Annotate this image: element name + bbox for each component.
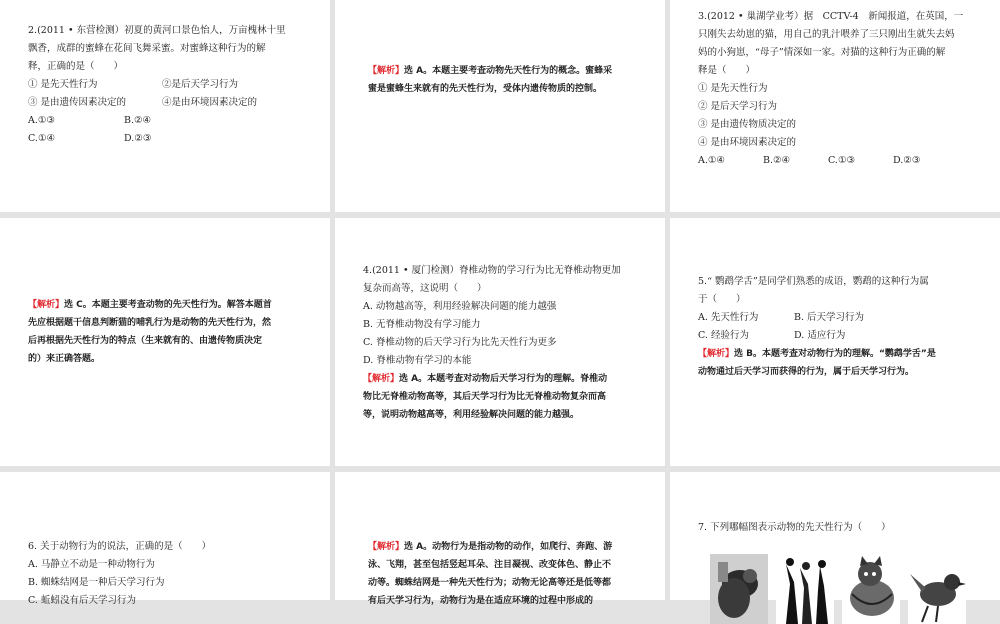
q4-line: 4.(2011 • 厦门检测）脊椎动物的学习行为比无脊椎动物更加 [363,265,621,276]
answer-line: 动物通过后天学习而获得的行为，属于后天学习行为。 [698,367,915,377]
answer-line: 物比无脊椎动物高等，其后天学习行为比无脊椎动物复杂而高 [363,392,607,402]
answer-line: 蜜是蜜蜂生来就有的先天性行为，受体内遗传物质的控制。 [368,84,603,94]
q2-line: 释，正确的是（ ） [28,61,124,72]
slide-question-3[interactable] [670,0,1000,212]
q2-option-row [28,94,286,112]
q4-option: B. 无脊椎动物没有学习能力 [363,319,481,330]
analysis-tag: 【解析】 [368,542,405,552]
answer-line [368,538,612,556]
q2-option: ④是由环境因素决定的 [162,97,258,108]
question-7-text [698,519,891,537]
q6-option: C. 蚯蚓没有后天学习行为 [28,595,136,606]
q4-option: D. 脊椎动物有学习的本能 [363,355,472,366]
answer-line: 泳、飞翔，甚至包括竖起耳朵、注目凝视、改变体色、静止不 [368,560,612,570]
q6-option: A. 马静立不动是一种动物行为 [28,559,155,570]
answer-5-text [698,345,936,381]
q6-option: B. 蜘蛛结网是一种后天学习行为 [28,577,165,588]
slide-answer-2[interactable] [335,0,665,212]
answer-line: 后再根据先天性行为的特点（生来就有的、由遗传物质决定 [28,336,263,346]
answer-line: 的）来正确答题。 [28,354,101,364]
q3-choice: C.①③ [828,155,855,166]
q3-choice: D.②③ [893,155,921,166]
slide-question-6[interactable] [0,472,330,606]
answer-2-text [368,62,612,98]
answer-3-text [28,296,272,368]
q3-line: ④ 是由环境因素决定的 [698,137,797,148]
answer-text: 选 C。本题主要考查动物的先天性行为。解答本题首 [64,300,272,310]
q2-choice: D.②③ [124,133,152,144]
q3-choice-row [698,152,963,170]
q2-choice-row [28,130,286,148]
answer-line: 先应根据题干信息判断猫的哺乳行为是动物的先天性行为，然 [28,318,272,328]
q2-choice-row [28,112,286,130]
analysis-tag: 【解析】 [368,66,405,76]
q3-line: ③ 是由遗传物质决定的 [698,119,797,130]
q2-line: 飘香，成群的蜜蜂在花间飞舞采蜜。对蜜蜂这种行为的解 [28,43,266,54]
slide-question-7[interactable] [670,472,1000,600]
q7-line: 7. 下列哪幅图表示动物的先天性行为（ ） [698,522,891,533]
q3-line: ① 是先天性行为 [698,83,768,94]
q3-choice: B.②④ [763,155,791,166]
q3-choice: A.①④ [698,155,725,166]
q5-option-row [698,309,936,327]
q7-image-row [710,554,966,624]
q3-line: 释是（ ） [698,65,756,76]
question-4-text [363,262,621,370]
answer-text: 选 A。动物行为是指动物的动作，如爬行、奔跑、游 [404,542,613,552]
q6-line: 6. 关于动物行为的说法，正确的是（ ） [28,541,212,552]
answer-text: 选 A。本题主要考查动物先天性行为的概念。蜜蜂采 [404,66,613,76]
answer-line: 动等。蜘蛛结网是一种先天性行为；动物无论高等还是低等都 [368,578,612,588]
q3-line: 只刚失去幼崽的猫，用自己的乳汁喂养了三只刚出生就失去妈 [698,29,955,40]
q2-line: 2.(2011 • 东营检测）初夏的黄河口景色怡人，万亩槐林十里 [28,25,286,36]
answer-line [698,345,936,363]
q2-option: ②是后天学习行为 [162,79,239,90]
q5-option: B. 后天学习行为 [794,312,865,323]
question-5-text [698,273,936,381]
cat-image[interactable] [842,554,900,624]
question-6-text [28,538,211,610]
q5-option: C. 经验行为 [698,330,749,341]
slide-question-2[interactable] [0,0,330,212]
figures-image[interactable] [776,554,834,624]
question-2-text [28,22,286,148]
q4-option: C. 脊椎动物的后天学习行为比先天性行为更多 [363,337,557,348]
q2-option: ③ 是由遗传因素决定的 [28,97,127,108]
slide-answer-3[interactable] [0,218,330,466]
question-3-text [698,8,963,170]
q5-line: 于（ ） [698,294,746,305]
q5-option: D. 适应行为 [794,330,846,341]
answer-4-text [363,370,607,424]
answer-text: 选 A。本题考查对动物后天学习行为的理解。脊椎动 [399,374,608,384]
q4-option: A. 动物越高等，利用经验解决问题的能力越强 [363,301,557,312]
bird-image[interactable] [908,554,966,624]
q5-option: A. 先天性行为 [698,312,759,323]
answer-line: 等，说明动物越高等，利用经验解决问题的能力越强。 [363,410,580,420]
q5-option-row [698,327,936,345]
answer-text: 选 B。本题考查对动物行为的理解。“鹦鹉学舌”是 [734,349,936,359]
answer-line [363,370,607,388]
analysis-tag: 【解析】 [363,374,400,384]
analysis-tag: 【解析】 [28,300,65,310]
gorilla-image[interactable] [710,554,768,624]
q2-option: ① 是先天性行为 [28,79,98,90]
q2-choice: A.①③ [28,115,55,126]
q5-line: 5.“ 鹦鹉学舌”是同学们熟悉的成语，鹦鹉的这种行为属 [698,276,929,287]
q4-line: 复杂而高等，这说明（ ） [363,283,487,294]
q2-choice: B.②④ [124,115,152,126]
q2-choice: C.①④ [28,133,55,144]
analysis-tag: 【解析】 [698,349,735,359]
answer-line [28,296,272,314]
q3-line: ② 是后天学习行为 [698,101,778,112]
q3-line: 妈的小狗崽，“母子”情深如一家。对猫的这种行为正确的解 [698,47,946,58]
answer-6-text [368,538,612,610]
q3-line: 3.(2012 • 巢湖学业考）据 CCTV-4 新闻报道，在英国，一 [698,11,964,22]
answer-line [368,62,612,80]
slide-question-5[interactable] [670,218,1000,466]
q2-option-row [28,76,286,94]
slide-question-4[interactable] [335,218,665,466]
answer-line: 有后天学习行为，动物行为是在适应环境的过程中形成的 [368,596,594,606]
slide-answer-6[interactable] [335,472,665,606]
